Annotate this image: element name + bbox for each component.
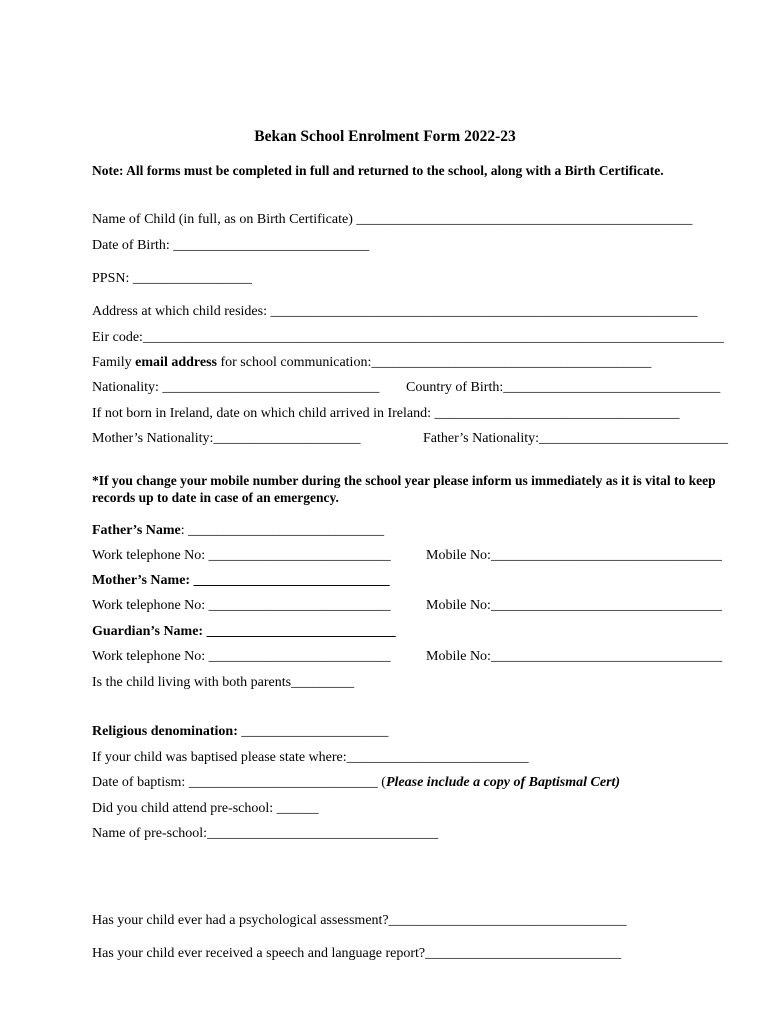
mother-work-tel-field[interactable]: Work telephone No: __________________________ xyxy=(92,598,391,613)
form-title: Bekan School Enrolment Form 2022-23 xyxy=(254,128,516,145)
father-work-tel-field[interactable]: Work telephone No: __________________________ xyxy=(92,548,391,563)
ppsn-field[interactable]: PPSN: _________________ xyxy=(92,271,252,286)
eircode-field[interactable]: Eir code:___________________________________________________________________________________ xyxy=(92,330,724,345)
preschool-field[interactable]: Did you child attend pre-school: ______ xyxy=(92,801,319,816)
baptised-where-field[interactable]: If your child was baptised please state where:__________________________ xyxy=(92,750,529,765)
baptism-date-field[interactable] xyxy=(92,775,620,791)
father-name-field[interactable] xyxy=(92,523,384,539)
date-of-birth-field[interactable]: Date of Birth: ____________________________ xyxy=(92,238,370,253)
country-of-birth-field[interactable]: Country of Birth:_______________________________ xyxy=(406,380,721,395)
mother-mobile-field[interactable]: Mobile No:_________________________________ xyxy=(426,598,722,613)
guardian-mobile-field[interactable]: Mobile No:_________________________________ xyxy=(426,649,722,664)
guardian-name-field[interactable]: Guardian’s Name: ___________________________ xyxy=(92,624,396,639)
baptism-date-label: Date of baptism: ___________________________ ( xyxy=(92,775,386,790)
guardian-work-tel-field[interactable]: Work telephone No: __________________________ xyxy=(92,649,391,664)
mother-nationality-field[interactable]: Mother’s Nationality:_____________________ xyxy=(92,431,361,446)
form-note: Note: All forms must be completed in full and returned to the school, along with a Birth Certificate. xyxy=(92,163,664,178)
religious-denomination-line: _____________________ xyxy=(237,724,389,739)
preschool-name-field[interactable]: Name of pre-school:_________________________________ xyxy=(92,826,439,841)
nationality-field[interactable]: Nationality: _______________________________ xyxy=(92,380,380,395)
speech-report-field[interactable]: Has your child ever received a speech and language report?____________________________ xyxy=(92,946,622,961)
father-name-line: : ____________________________ xyxy=(180,523,385,538)
father-name-label: Father’s Name xyxy=(92,523,181,538)
mother-name-field[interactable]: Mother’s Name: ____________________________ xyxy=(92,573,390,588)
father-nationality-field[interactable]: Father’s Nationality:___________________________ xyxy=(423,431,728,446)
father-mobile-field[interactable]: Mobile No:_________________________________ xyxy=(426,548,722,563)
religious-denomination-field[interactable] xyxy=(92,724,388,740)
email-label-post: for school communication:________________________________________ xyxy=(216,355,652,370)
email-label-bold: email address xyxy=(135,355,217,370)
religious-denomination-label: Religious denomination: xyxy=(92,724,238,739)
arrival-date-field[interactable]: If not born in Ireland, date on which child arrived in Ireland: ___________________________________ xyxy=(92,406,680,421)
address-field[interactable]: Address at which child resides: _____________________________________________________________ xyxy=(92,304,698,319)
baptism-cert-note: Please include a copy of Baptismal Cert) xyxy=(385,775,621,790)
both-parents-field[interactable]: Is the child living with both parents_________ xyxy=(92,675,355,690)
email-label-pre: Family xyxy=(92,355,136,370)
child-name-field[interactable]: Name of Child (in full, as on Birth Certificate) ________________________________________________ xyxy=(92,212,693,227)
psych-assessment-field[interactable]: Has your child ever had a psychological assessment?__________________________________ xyxy=(92,913,627,928)
email-field[interactable] xyxy=(92,355,651,371)
phone-change-note: *If you change your mobile number during the school year please inform us immediately as it is vital to keep records up to date in case of an emergency. xyxy=(92,473,716,505)
